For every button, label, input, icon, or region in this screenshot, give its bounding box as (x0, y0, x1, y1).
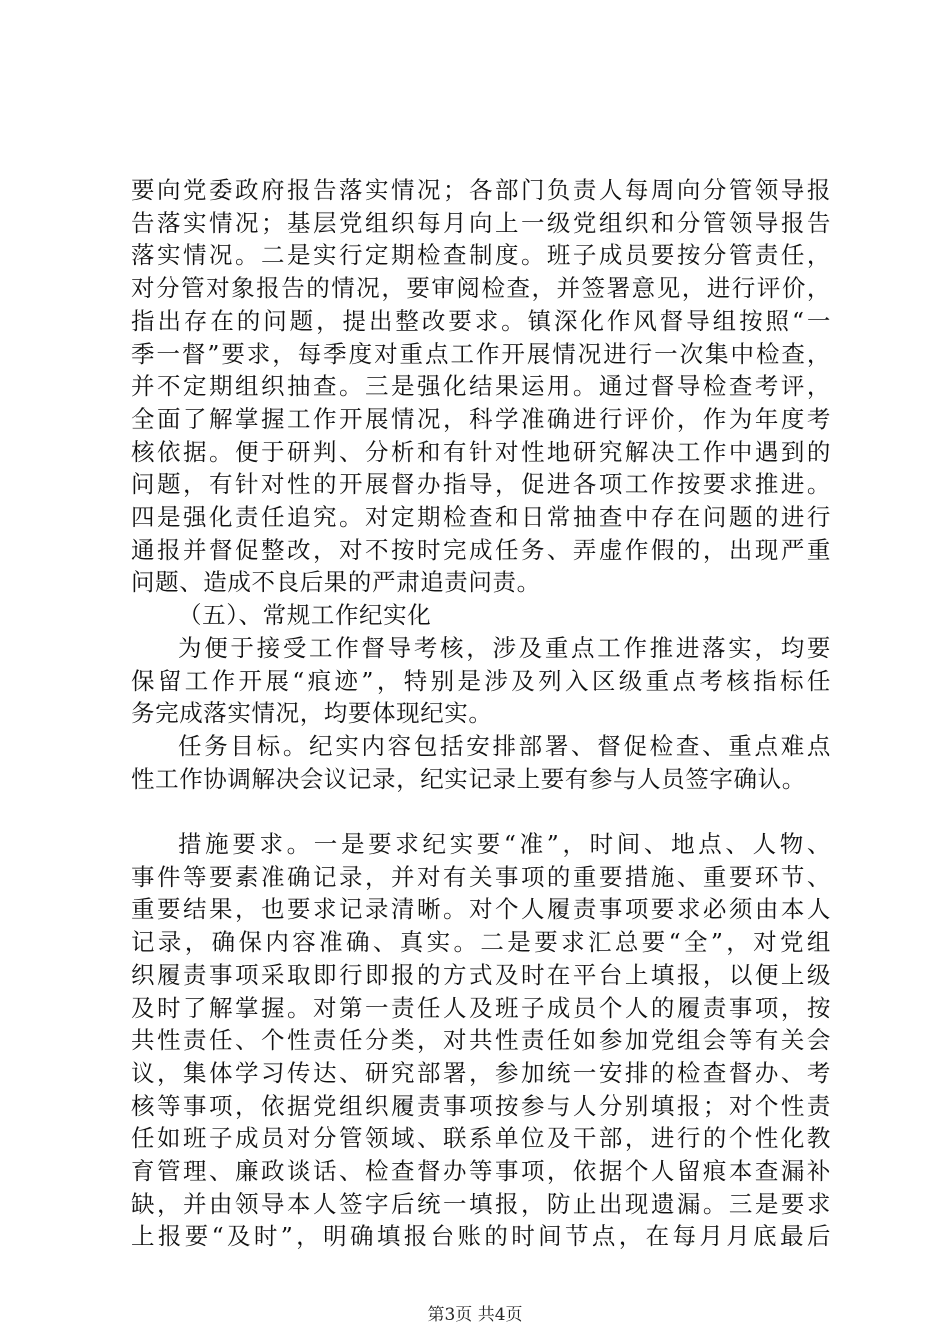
text-line: 四是强化责任追究。对定期检查和日常抽查中存在问题的进行 (131, 503, 831, 532)
text-line: 问题、造成不良后果的严肃追责问责。 (131, 568, 541, 597)
text-line: 通报并督促整改，对不按时完成任务、弄虚作假的，出现严重 (131, 535, 831, 564)
paragraph-4 (131, 828, 831, 1253)
text-line: 育管理、廉政谈话、检查督办等事项，依据个人留痕本查漏补 (131, 1157, 831, 1186)
text-line: 核等事项，依据党组织履责事项按参与人分别填报；对个性责 (131, 1091, 831, 1120)
text-line: 织履责事项采取即行即报的方式及时在平台上填报，以便上级 (131, 960, 831, 989)
text-line: 措施要求。一是要求纪实要“准”，时间、地点、人物、 (178, 830, 831, 859)
paragraph-gap (131, 795, 831, 828)
text-line: 问题，有针对性的开展督办指导，促进各项工作按要求推进。 (131, 470, 831, 499)
text-line: 告落实情况；基层党组织每月向上一级党组织和分管领导报告 (131, 208, 831, 237)
text-line: 务完成落实情况，均要体现纪实。 (131, 699, 493, 728)
text-line: 并不定期组织抽查。三是强化结果运用。通过督导检查考评， (131, 372, 831, 401)
text-line: 季一督”要求，每季度对重点工作开展情况进行一次集中检查， (131, 339, 831, 368)
text-line: 落实情况。二是实行定期检查制度。班子成员要按分管责任， (131, 241, 831, 270)
paragraph-3 (131, 730, 831, 795)
text-line: 共性责任、个性责任分类，对共性责任如参加党组会等有关会 (131, 1026, 831, 1055)
text-line: 任务目标。纪实内容包括安排部署、督促检查、重点难点 (178, 731, 831, 760)
text-line: 议，集体学习传达、研究部署，参加统一安排的检查督办、考 (131, 1058, 831, 1087)
text-line: 为便于接受工作督导考核，涉及重点工作推进落实，均要 (178, 633, 831, 662)
text-line: 核依据。便于研判、分析和有针对性地研究解决工作中遇到的 (131, 437, 831, 466)
text-line: 性工作协调解决会议记录，纪实记录上要有参与人员签字确认。 (131, 764, 806, 793)
text-line: 全面了解掌握工作开展情况，科学准确进行评价，作为年度考 (131, 404, 831, 433)
text-line: 重要结果，也要求记录清晰。对个人履责事项要求必须由本人 (131, 895, 831, 924)
document-body (131, 174, 831, 1253)
text-line: 缺，并由领导本人签字后统一填报，防止出现遗漏。三是要求 (131, 1189, 831, 1218)
text-line: 对分管对象报告的情况，要审阅检查，并签署意见，进行评价， (131, 274, 831, 303)
paragraph-2 (131, 632, 831, 730)
section-heading: （五）、常规工作纪实化 (178, 601, 432, 630)
page-number: 第3页 共4页 (427, 1305, 523, 1325)
text-line: 保留工作开展“痕迹”，特别是涉及列入区级重点考核指标任 (131, 666, 831, 695)
text-line: 任如班子成员对分管领域、联系单位及干部，进行的个性化教 (131, 1124, 831, 1153)
text-line: 事件等要素准确记录，并对有关事项的重要措施、重要环节、 (131, 862, 831, 891)
text-line: 上报要“及时”，明确填报台账的时间节点，在每月月底最后 (131, 1222, 831, 1251)
text-line: 及时了解掌握。对第一责任人及班子成员个人的履责事项，按 (131, 993, 831, 1022)
text-line: 要向党委政府报告落实情况；各部门负责人每周向分管领导报 (131, 176, 831, 204)
text-line: 指出存在的问题，提出整改要求。镇深化作风督导组按照“一 (131, 306, 831, 335)
text-line: 记录，确保内容准确、真实。二是要求汇总要“全”，对党组 (131, 928, 831, 957)
paragraph-1 (131, 174, 831, 599)
